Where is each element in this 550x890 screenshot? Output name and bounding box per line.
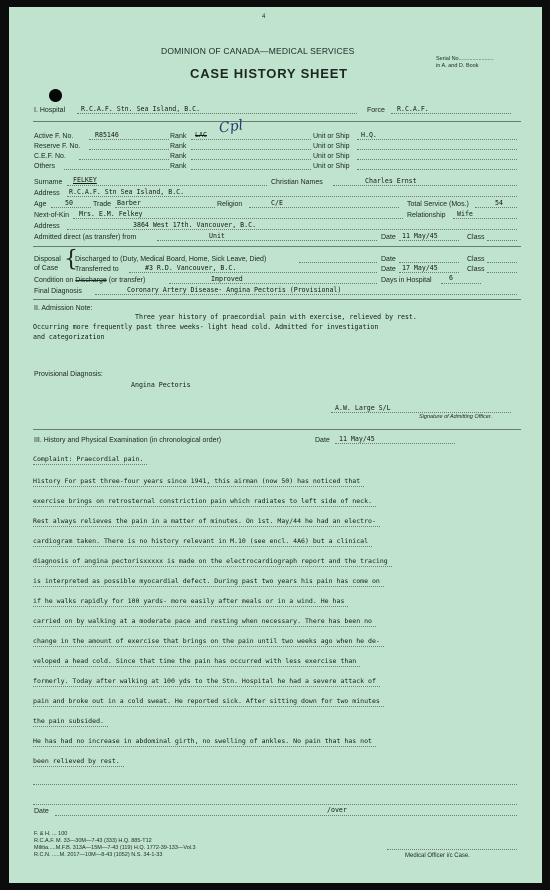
history-line: if he walks rapidly for 100 yards- more easily after meals or in a wind. He has <box>33 596 348 607</box>
age-label: Age <box>34 201 47 208</box>
disposal-label: Disposal <box>34 256 61 263</box>
case-history-sheet <box>9 7 542 883</box>
hospital-label: I. Hospital <box>34 107 66 114</box>
over-note: /over <box>327 806 347 814</box>
relationship-value: Wife <box>457 210 473 218</box>
condition-label <box>34 276 145 285</box>
serial-sublabel: in A. and D. Book <box>436 63 479 69</box>
transferred-label: Transferred to <box>75 266 119 273</box>
relationship-label: Relationship <box>407 212 446 219</box>
discharged-label: Discharged to (Duty, Medical Board, Home, Sick Leave, Died) <box>75 256 267 263</box>
religion-value: C/E <box>271 199 283 207</box>
transfer-class-label: Class <box>467 266 485 273</box>
admitted-date-label: Date <box>381 234 396 241</box>
kin-address-value: 3864 West 17th. Vancouver, B.C. <box>133 221 257 229</box>
form-number-4: R.C.N. .....M. 2017—10M—8-43 (1052) N.S. 34-1-33 <box>34 852 163 858</box>
history-line: History For past three-four years since 1941, this airman (now 50) has noticed that <box>33 476 364 487</box>
force-label: Force <box>367 107 385 114</box>
unit-label-4: Unit or Ship <box>313 163 350 170</box>
form-number-2: R.C.A.F. M. 33—30M—7-43 (333) H.Q. 885-T12 <box>34 838 152 844</box>
history-date-label: Date <box>315 437 330 444</box>
provisional-diagnosis-value: Angina Pectoris <box>131 381 191 389</box>
cef-label: C.E.F. No. <box>34 153 66 160</box>
rank-label-2: Rank <box>170 143 187 150</box>
transfer-date-value: 17 May/45 <box>402 264 438 272</box>
history-line: He has had no increase in abdominal girth, no swelling of ankles. No pain that has not <box>33 736 376 747</box>
medical-officer-label: Medical Officer i/c Case. <box>405 853 470 859</box>
next-of-kin-value: Mrs. E.M. Felkey <box>79 210 143 218</box>
age-value: 50 <box>65 199 73 207</box>
transferred-value: #3 R.D. Vancouver, B.C. <box>145 264 237 272</box>
history-line: been relieved by rest. <box>33 756 124 767</box>
total-service-value: 54 <box>495 199 503 207</box>
history-line: change in the amount of exercise that brings on the pain until two weeks ago when he de- <box>33 636 384 647</box>
history-line: the pain subsided. <box>33 716 108 727</box>
discharge-date-label: Date <box>381 256 396 263</box>
divider <box>33 299 521 300</box>
history-line: is interpreted as possible myocardial defect. During past two years his pain has come on <box>33 576 384 587</box>
total-service-label: Total Service (Mos.) <box>407 201 469 208</box>
trade-value: Barber <box>117 199 141 207</box>
christian-names-label: Christian Names <box>271 179 323 186</box>
surname-label: Surname <box>34 179 63 186</box>
admitted-date-value: 11 May/45 <box>402 232 438 240</box>
admitting-officer-value: A.W. Large S/L <box>335 404 391 412</box>
rank-value: LAC <box>195 131 207 139</box>
admission-line-2: Occurring more frequently past three weeks- light head cold. Admitted for investigation <box>33 323 379 331</box>
history-line: diagnosis of angina pectorisxxxxx is made on the electrocardiograph report and the tracing <box>33 556 392 567</box>
authority-line: DOMINION OF CANADA—MEDICAL SERVICES <box>161 46 355 56</box>
admission-note-label: II. Admission Note: <box>34 305 93 312</box>
admitted-from-label: Admitted direct (as transfer) from <box>34 234 137 241</box>
sheet-title: CASE HISTORY SHEET <box>190 66 348 81</box>
admitting-officer-label: Signature of Admitting Officer. <box>419 414 492 420</box>
history-line: formerly. Today after walking at 100 yds to the Stn. Hospital he had a severe attack of <box>33 676 380 687</box>
unit-value: H.Q. <box>361 131 377 139</box>
address-value: R.C.A.F. Stn Sea Island, B.C. <box>69 188 185 196</box>
condition-struck: Discharge <box>75 277 107 284</box>
address-label: Address <box>34 190 60 197</box>
hospital-value: R.C.A.F. Stn. Sea Island, B.C. <box>81 105 201 113</box>
active-fno-label: Active F. No. <box>34 133 74 140</box>
rank-label: Rank <box>170 133 187 140</box>
history-line: veloped a head cold. Since that time the pain has occurred with less exercise than <box>33 656 360 667</box>
complaint-line: Complaint: Praecordial pain. <box>33 454 147 465</box>
condition-label-text: Condition on <box>34 277 74 284</box>
days-in-hospital-label: Days in Hospital <box>381 277 432 284</box>
history-date-value: 11 May/45 <box>339 435 375 443</box>
history-section-label: III. History and Physical Examination (in chronological order) <box>34 437 222 444</box>
form-number-3: Militia.....M.F.B. 313A—15M—7-43 (119) H.Q. 1772-39-133—Vol.3 <box>34 845 196 851</box>
divider <box>33 121 521 122</box>
admitted-from-value: Unit <box>209 232 225 240</box>
others-label: Others <box>34 163 56 170</box>
history-line: pain and broke out in a cold sweat. He reported sick. After sitting down for two minutes <box>33 696 384 707</box>
history-line: Rest always relieves the pain in a matter of minutes. On 1st. May/44 he had an electro- <box>33 516 380 527</box>
unit-label: Unit or Ship <box>313 133 350 140</box>
condition-rest: (or transfer) <box>108 277 146 284</box>
final-diagnosis-label: Final Diagnosis <box>34 288 82 295</box>
rank-handwritten: Cpl <box>218 117 245 137</box>
christian-names-value: Charles Ernst <box>365 177 417 185</box>
unit-label-2: Unit or Ship <box>313 143 350 150</box>
rank-label-3: Rank <box>170 153 187 160</box>
active-fno-value: R85146 <box>95 131 119 139</box>
final-diagnosis-value: Coronary Artery Disease- Angina Pectoris (Provisional) <box>127 286 342 294</box>
page-mark: 4 <box>262 14 266 20</box>
admission-line-1: Three year history of praecordial pain with exercise, relieved by rest. <box>135 313 417 321</box>
reserve-fno-label: Reserve F. No. <box>34 143 81 150</box>
transfer-date-label: Date <box>381 266 396 273</box>
provisional-diagnosis-label: Provisional Diagnosis: <box>34 371 103 378</box>
admission-line-3: and categorization <box>33 333 105 341</box>
religion-label: Religion <box>217 201 243 208</box>
divider <box>33 246 521 247</box>
kin-address-label: Address <box>34 223 60 230</box>
unit-label-3: Unit or Ship <box>313 153 350 160</box>
history-line: cardiogram taken. There is no history relevant in M.10 (see encl. 4A6) but a clinical <box>33 536 372 547</box>
divider <box>33 429 521 430</box>
form-number-1: F. & H. ... 100 <box>34 831 68 837</box>
of-case-label: of Case <box>34 265 59 272</box>
serial-label: Serial No....................... <box>436 56 494 62</box>
days-in-hospital-value: 6 <box>449 274 453 282</box>
next-of-kin-label: Next-of-Kin <box>34 212 70 219</box>
force-value: R.C.A.F. <box>397 105 429 113</box>
condition-value: Improved <box>211 275 243 283</box>
punch-hole <box>49 89 62 102</box>
history-line: carried on by walking at a moderate pace and resting when necessary. There has been no <box>33 616 376 627</box>
history-line: exercise brings on retrosternal constriction pain which radiates to left side of neck. <box>33 496 376 507</box>
trade-label: Trade <box>93 201 112 208</box>
surname-value: FELKEY <box>73 176 97 184</box>
footer-date-label: Date <box>34 808 49 815</box>
disposal-brace: { <box>64 247 78 272</box>
admitted-class-label: Class <box>467 234 485 241</box>
discharge-class-label: Class <box>467 256 485 263</box>
rank-label-4: Rank <box>170 163 187 170</box>
